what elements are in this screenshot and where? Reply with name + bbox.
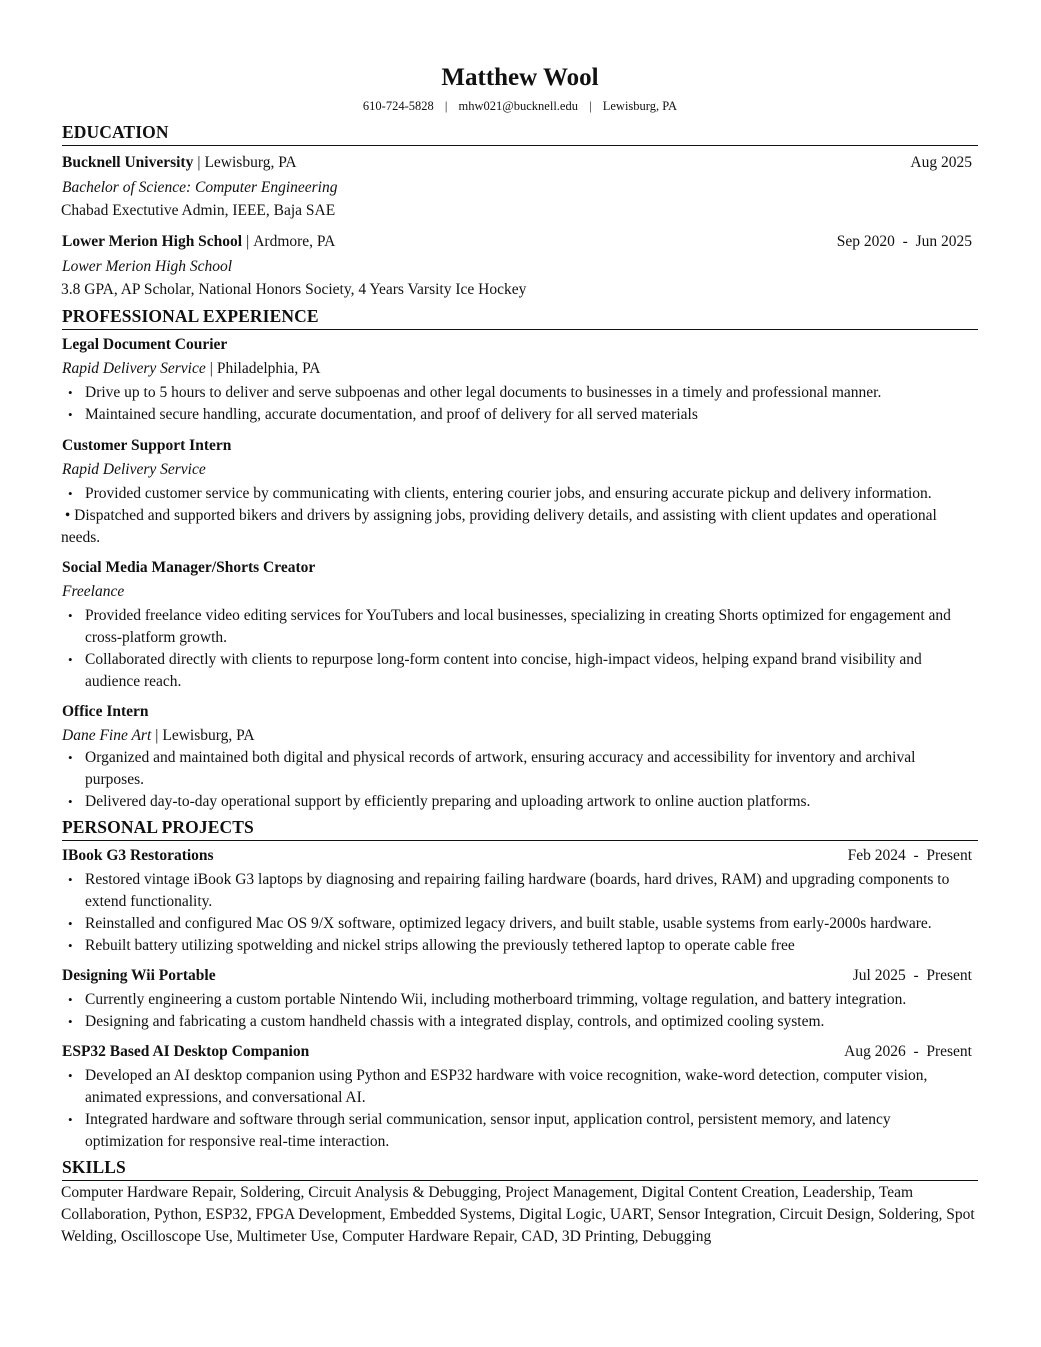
bullet-item: • Organized and maintained both digital and physical records of artwork, ensuring accuracy and accessibility for inventory and archival purposes.	[62, 747, 978, 791]
bullet-item: • Drive up to 5 hours to deliver and serve subpoenas and other legal documents to businesses in a timely and professional manner.	[62, 382, 978, 404]
job-role: Customer Support Intern	[62, 437, 232, 454]
education-date: Aug 2025	[910, 154, 972, 171]
project-date: Feb 2024 - Present	[847, 847, 972, 864]
school-name: Bucknell University	[62, 154, 194, 171]
pipe-separator: |	[209, 360, 213, 377]
experience-heading: PROFESSIONAL EXPERIENCE	[62, 305, 978, 330]
job-company: Freelance	[62, 583, 125, 600]
project-bullets	[62, 989, 978, 1033]
projects-heading: PERSONAL PROJECTS	[62, 816, 978, 841]
skills-heading: SKILLS	[62, 1156, 978, 1181]
education-detail: 3.8 GPA, AP Scholar, National Honors Society, 4 Years Varsity Ice Hockey	[61, 281, 527, 298]
project-header	[62, 845, 978, 867]
bullet-item: • Currently engineering a custom portable Nintendo Wii, including motherboard trimming, voltage regulation, and battery integration.	[62, 989, 978, 1011]
bullet-item: • Maintained secure handling, accurate documentation, and proof of delivery for all served materials	[62, 404, 978, 426]
job-company: Rapid Delivery Service	[62, 360, 206, 377]
project-entry-esp32	[62, 1041, 978, 1153]
project-entry-wii	[62, 965, 978, 1033]
project-bullets	[62, 1065, 978, 1153]
job-company: Dane Fine Art	[62, 727, 152, 744]
project-bullets	[62, 869, 978, 957]
education-entry-header	[62, 231, 978, 253]
education-detail: Chabad Exectutive Admin, IEEE, Baja SAE	[61, 202, 336, 219]
email-address: mhw021@bucknell.edu	[458, 99, 578, 113]
job-entry-legal-courier	[62, 334, 978, 426]
project-entry-ibook	[62, 845, 978, 957]
contact-separator: |	[589, 99, 592, 113]
bullet-item: • Collaborated directly with clients to repurpose long-form content into concise, high-impact videos, helping expand brand visibility and audience reach.	[62, 649, 978, 693]
school-line	[62, 231, 335, 253]
job-company-line	[62, 358, 978, 380]
degree: Lower Merion High School	[62, 258, 233, 275]
job-location: Lewisburg, PA	[162, 727, 255, 744]
bullet-item: • Provided customer service by communicating with clients, entering courier jobs, and ensuring accurate pickup and delivery information.	[62, 483, 978, 505]
bullet-item: • Integrated hardware and software through serial communication, sensor input, application control, persistent memory, and latency optimization for responsive real-time interaction.	[62, 1109, 978, 1153]
project-header	[62, 965, 978, 987]
education-heading: EDUCATION	[62, 121, 978, 146]
degree: Bachelor of Science: Computer Engineering	[62, 179, 338, 196]
job-bullets	[62, 483, 978, 505]
project-header	[62, 1041, 978, 1063]
job-company-line	[62, 725, 978, 747]
phone-number: 610-724-5828	[362, 99, 434, 113]
bullet-item: • Delivered day-to-day operational support by efficiently preparing and uploading artwork to online auction platforms.	[62, 791, 978, 813]
candidate-name: Matthew Wool	[441, 64, 599, 91]
project-name: IBook G3 Restorations	[62, 847, 214, 864]
school-location: Lewisburg, PA	[204, 154, 297, 171]
job-bullets	[62, 747, 978, 813]
job-company: Rapid Delivery Service	[62, 461, 206, 478]
contact-line	[62, 97, 978, 115]
bullet-item: • Provided freelance video editing services for YouTubers and local businesses, specializing in creating Shorts optimized for engagement and cross-platform growth.	[62, 605, 978, 649]
job-role: Legal Document Courier	[62, 336, 228, 353]
bullet-item: • Restored vintage iBook G3 laptops by diagnosing and repairing failing hardware (boards, hard drives, RAM) and upgrading components to extend functionality.	[62, 869, 978, 913]
job-entry-customer-support	[62, 435, 978, 549]
resume-page	[62, 62, 978, 1248]
bullet-item-unindented: • Dispatched and supported bikers and drivers by assigning jobs, providing delivery details, and assisting with client updates and operational needs.	[61, 507, 941, 546]
pipe-separator: |	[155, 727, 159, 744]
bullet-item: • Developed an AI desktop companion using Python and ESP32 hardware with voice recognition, wake-word detection, computer vision, animated expressions, and conversational AI.	[62, 1065, 978, 1109]
education-entry-bucknell	[62, 152, 978, 222]
project-name: ESP32 Based AI Desktop Companion	[62, 1043, 310, 1060]
bullet-item: • Rebuilt battery utilizing spotwelding and nickel strips allowing the previously tethered laptop to operate cable free	[62, 935, 978, 957]
job-entry-office-intern	[62, 701, 978, 813]
school-name: Lower Merion High School	[62, 233, 243, 250]
contact-separator: |	[444, 99, 448, 113]
job-bullets	[62, 605, 978, 693]
job-entry-social-media	[62, 557, 978, 693]
bullet-item: • Reinstalled and configured Mac OS 9/X software, optimized legacy drivers, and built stable, usable systems from early-2000s hardware.	[62, 913, 978, 935]
job-role: Social Media Manager/Shorts Creator	[62, 559, 316, 576]
contact-location: Lewisburg, PA	[602, 99, 678, 113]
project-date: Aug 2026 - Present	[844, 1043, 972, 1060]
school-location: Ardmore, PA	[253, 233, 336, 250]
education-entry-header	[62, 152, 978, 174]
school-line	[62, 152, 297, 174]
education-entry-lower-merion	[62, 231, 978, 301]
job-location: Philadelphia, PA	[216, 360, 321, 377]
job-role: Office Intern	[62, 703, 149, 720]
skills-list: Computer Hardware Repair, Soldering, Circuit Analysis & Debugging, Project Management, Digital Content Creation, Leadership, Team Collaboration, Python, ESP32, FPGA Development, Embedded Systems, Digital Logic, UART, Sensor Integration, Circuit Design, Soldering, Spot Welding, Oscilloscope Use, Multimeter Use, Computer Hardware Repair, CAD, 3D Printing, Debugging	[61, 1184, 975, 1245]
education-date: Sep 2020 - Jun 2025	[836, 233, 972, 250]
bullet-item: • Designing and fabricating a custom handheld chassis with a integrated display, controls, and optimized cooling system.	[62, 1011, 978, 1033]
job-bullets	[62, 382, 978, 426]
pipe-separator: |	[246, 233, 250, 250]
project-date: Jul 2025 - Present	[852, 967, 972, 984]
pipe-separator: |	[197, 154, 201, 171]
project-name: Designing Wii Portable	[62, 967, 216, 984]
